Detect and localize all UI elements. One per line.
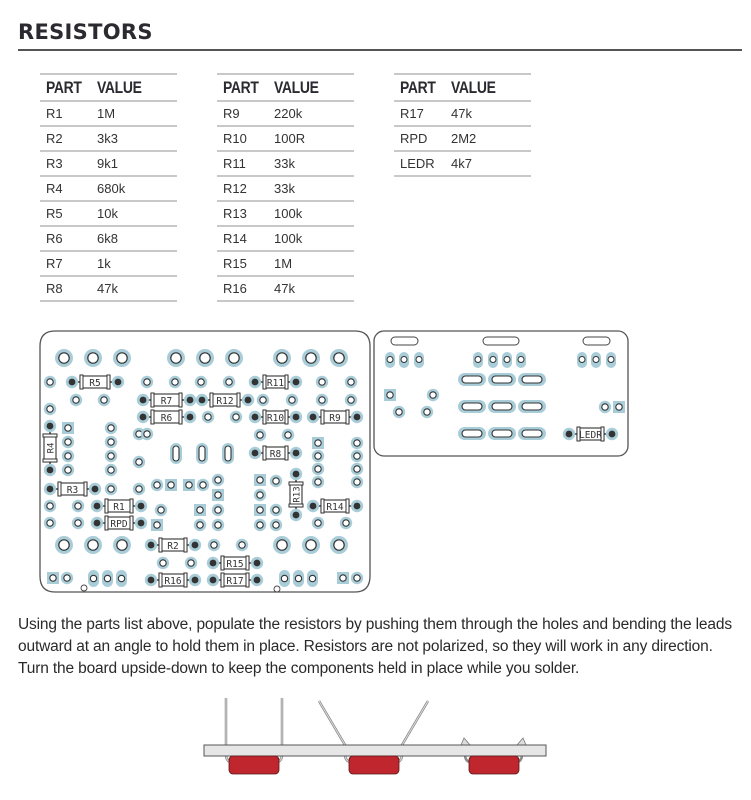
value-cell: 33k <box>268 176 354 201</box>
col-header-value: VALUE <box>91 74 177 101</box>
value-cell: 680k <box>91 176 177 201</box>
resistor-label: R13 <box>292 486 303 503</box>
part-cell: RPD <box>394 126 445 151</box>
col-header-value: VALUE <box>445 74 531 101</box>
value-cell: 47k <box>268 276 354 301</box>
part-cell: R14 <box>217 226 268 251</box>
value-cell: 220k <box>268 101 354 126</box>
part-cell: R4 <box>40 176 91 201</box>
part-cell: R6 <box>40 226 91 251</box>
resistor-label: R2 <box>167 540 179 552</box>
value-cell: 2M2 <box>445 126 531 151</box>
pcb-cross-section <box>204 745 546 756</box>
col-header-part: PART <box>394 74 445 101</box>
resistor-label: R3 <box>66 484 79 496</box>
resistor-label: R7 <box>160 395 173 407</box>
resistor-label: R5 <box>89 377 101 389</box>
resistor-label: LEDR <box>579 429 602 441</box>
value-cell: 100k <box>268 226 354 251</box>
value-cell: 3k3 <box>91 126 177 151</box>
value-cell: 4k7 <box>445 151 531 176</box>
part-cell: R8 <box>40 276 91 301</box>
col-header-part: PART <box>40 74 91 101</box>
col-header-value: VALUE <box>268 74 354 101</box>
part-cell: R13 <box>217 201 268 226</box>
resistor-label: R11 <box>266 377 285 389</box>
resistor-label: R1 <box>113 501 125 513</box>
resistor-label: R16 <box>164 575 182 587</box>
value-cell: 100R <box>268 126 354 151</box>
value-cell: 47k <box>445 101 531 126</box>
part-cell: R16 <box>217 276 268 301</box>
part-cell: LEDR <box>394 151 445 176</box>
part-cell: R15 <box>217 251 268 276</box>
value-cell: 10k <box>91 201 177 226</box>
resistor-label: R17 <box>226 575 244 587</box>
part-cell: R10 <box>217 126 268 151</box>
resistor-label: R8 <box>269 448 282 460</box>
resistor-label: R9 <box>329 412 341 424</box>
resistor-label: RPD <box>110 518 128 530</box>
resistor-label: R10 <box>266 412 285 424</box>
resistor-label: R14 <box>326 501 344 513</box>
part-cell: R1 <box>40 101 91 126</box>
col-header-part: PART <box>217 74 268 101</box>
part-cell: R12 <box>217 176 268 201</box>
resistor-label: R15 <box>226 558 244 570</box>
part-cell: R7 <box>40 251 91 276</box>
value-cell: 9k1 <box>91 151 177 176</box>
value-cell: 1k <box>91 251 177 276</box>
part-cell: R11 <box>217 151 268 176</box>
value-cell: 100k <box>268 201 354 226</box>
value-cell: 6k8 <box>91 226 177 251</box>
part-cell: R3 <box>40 151 91 176</box>
part-cell: R9 <box>217 101 268 126</box>
resistor-label: R12 <box>216 395 234 407</box>
part-cell: R5 <box>40 201 91 226</box>
value-cell: 47k <box>91 276 177 301</box>
value-cell: 1M <box>91 101 177 126</box>
resistor-body-1 <box>229 756 279 774</box>
resistor-label: R6 <box>160 412 173 424</box>
part-cell: R2 <box>40 126 91 151</box>
resistor-body-3 <box>469 756 519 774</box>
value-cell: 33k <box>268 151 354 176</box>
value-cell: 1M <box>268 251 354 276</box>
resistor-label: R4 <box>46 442 57 454</box>
section-heading: RESISTORS <box>18 20 153 44</box>
part-cell: R17 <box>394 101 445 126</box>
resistor-body-2 <box>349 756 399 774</box>
instructions-paragraph: Using the parts list above, populate the resistors by pushing them through the holes and bending the leads outward at an angle to hold them in place. Resistors are not polarized, so they will work in any direction. Turn the board upside-down to keep the components held in place while you solder. <box>18 616 732 677</box>
